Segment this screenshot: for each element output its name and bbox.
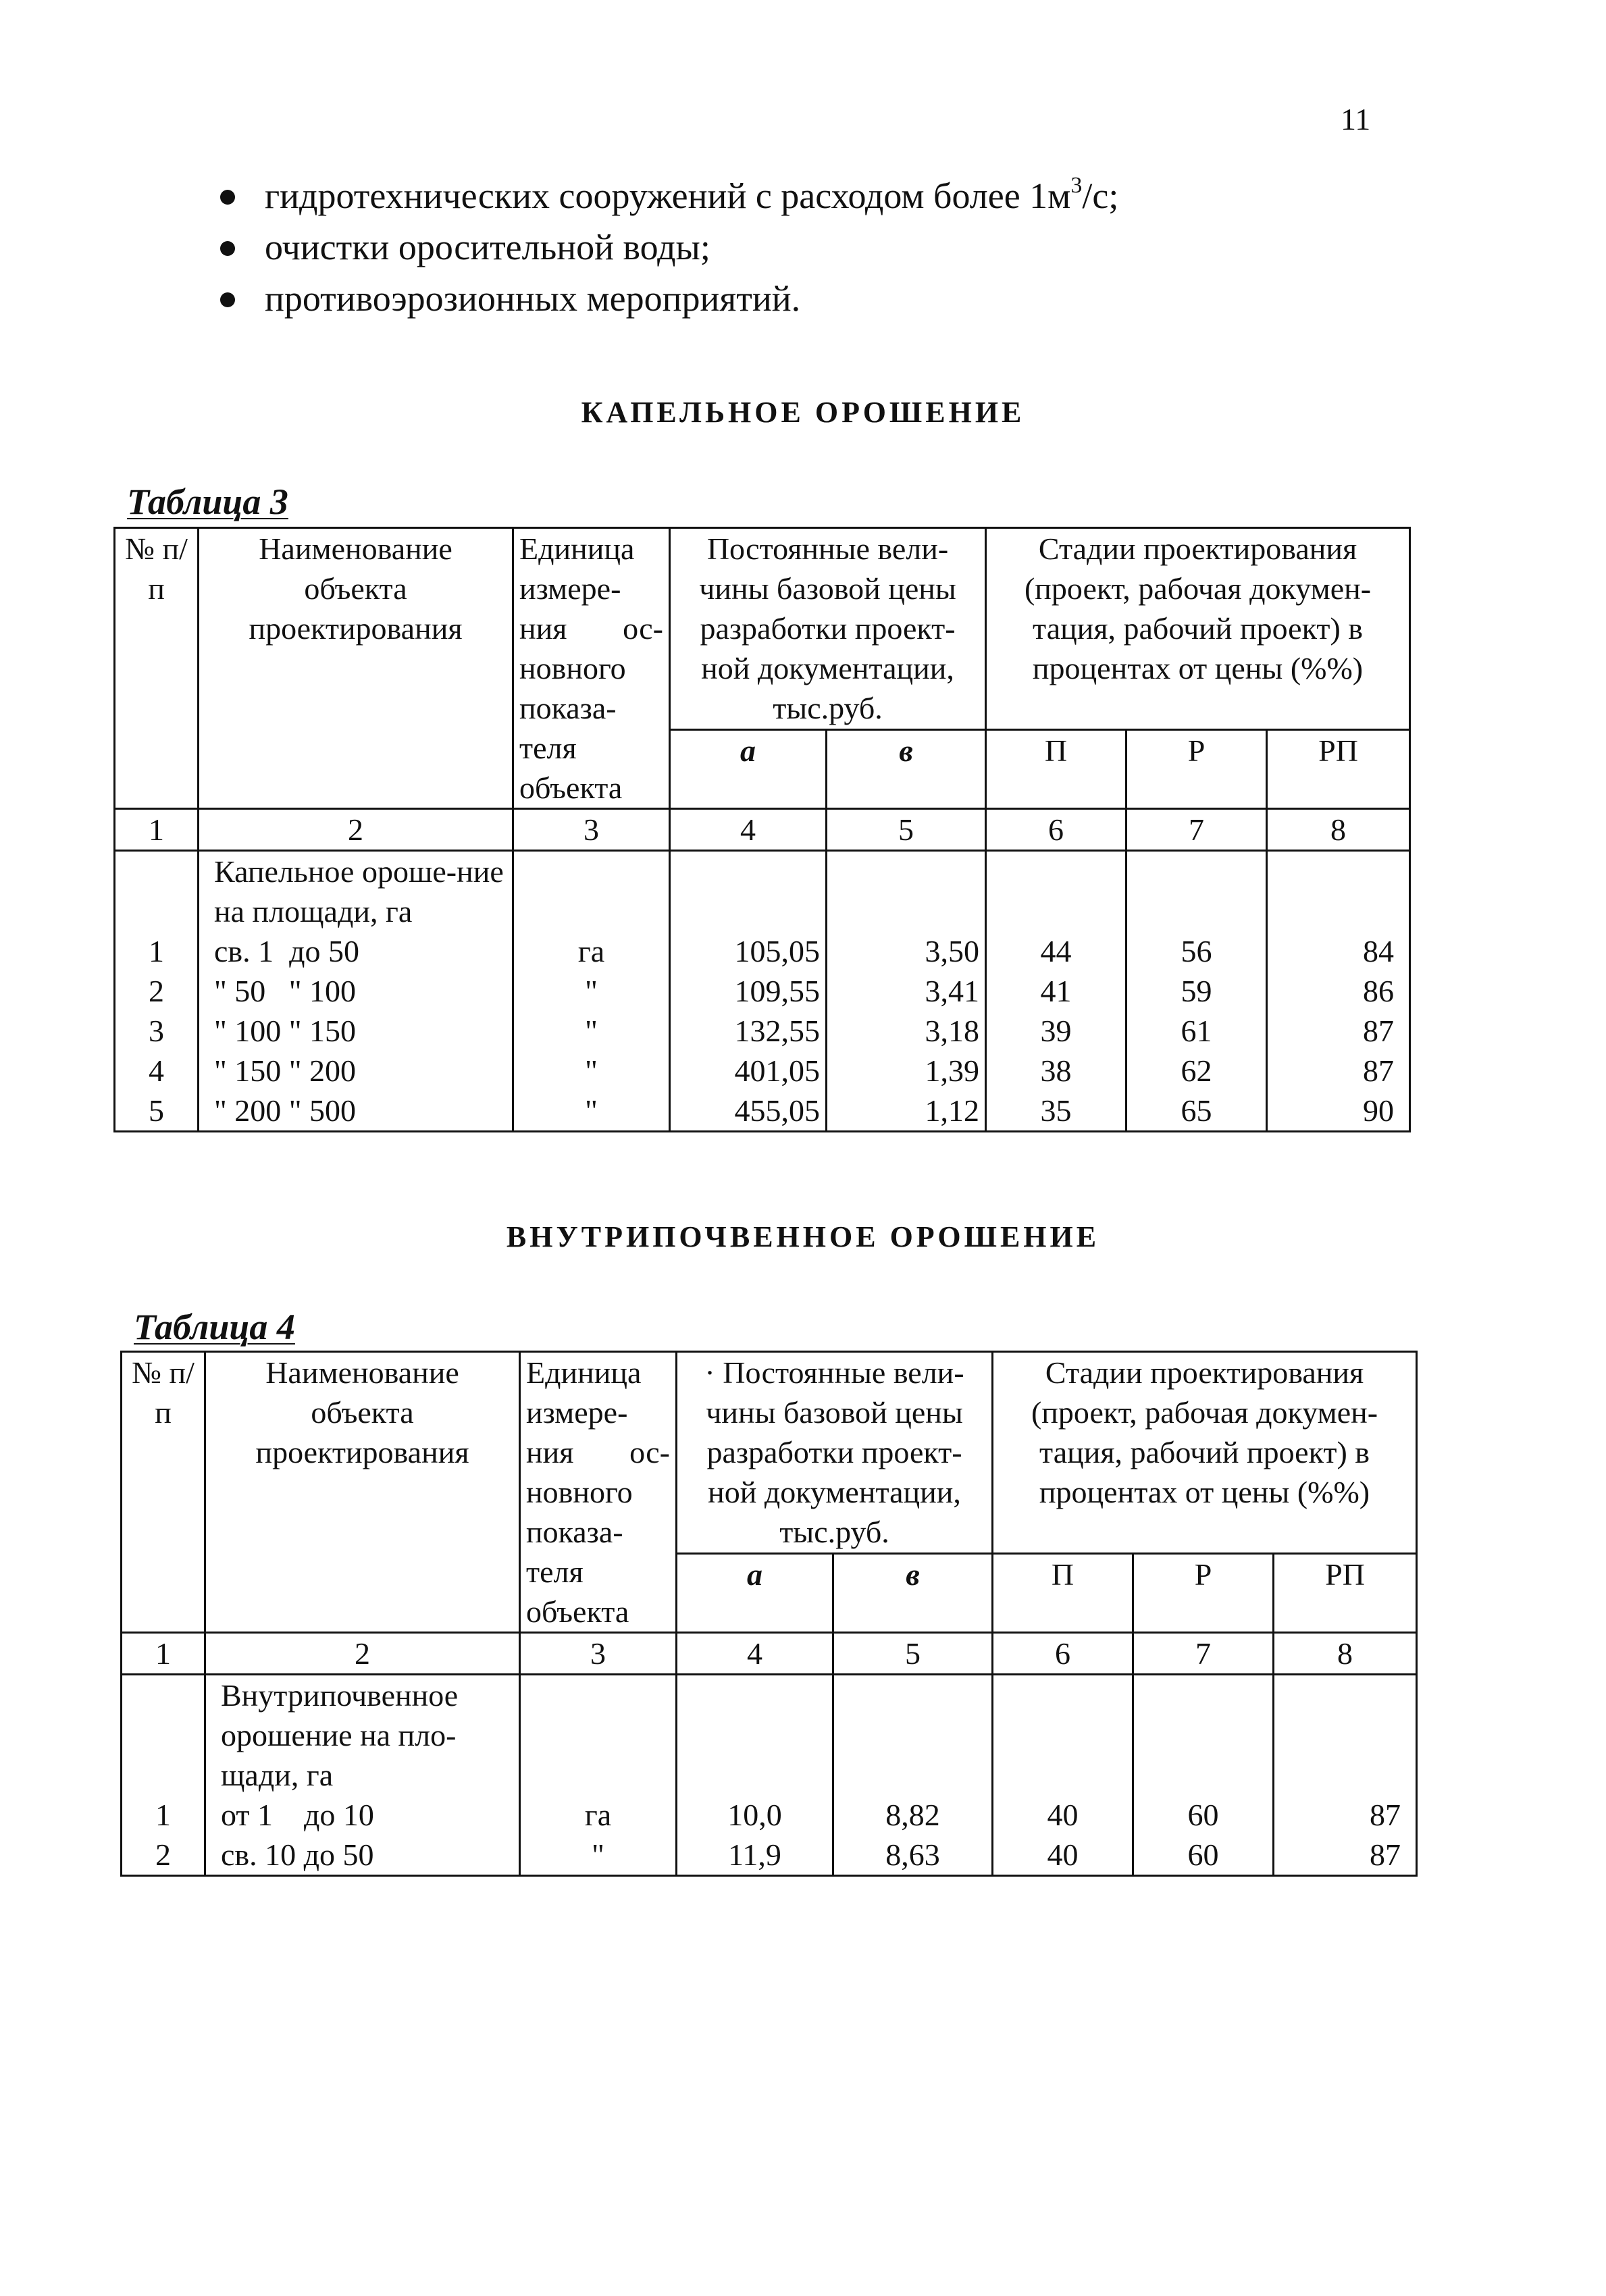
bullet-item: очистки оросительной воды; [216, 221, 1118, 273]
header-constants: Постоянные вели-чины базовой цены разработки проект-ной документации, тыс.руб. [670, 528, 986, 730]
body-r-column [1126, 851, 1267, 1132]
cell-rp: 84 [1363, 934, 1395, 968]
header-b: в [827, 729, 986, 808]
cell-r: 56 [1181, 934, 1212, 968]
cell-rp: 86 [1363, 974, 1395, 1008]
table-body [122, 1675, 1417, 1876]
body-p-column [993, 1675, 1133, 1876]
cell-b: 3,18 [925, 1014, 980, 1048]
cell-name: св. 1 до 50 [214, 934, 360, 968]
col-number: 5 [833, 1633, 993, 1675]
body-rp-column [1267, 851, 1410, 1132]
body-r-column [1133, 1675, 1274, 1876]
col-number: 3 [520, 1633, 677, 1675]
cell-a: 401,05 [734, 1053, 820, 1088]
body-unit-column [513, 851, 670, 1132]
group-title: Внутрипочвенное орошение на пло-щади, га [221, 1678, 459, 1792]
cell-name: от 1 до 10 [221, 1798, 374, 1832]
col-number: 2 [199, 809, 513, 851]
cell-no: 3 [149, 1014, 164, 1048]
cell-rp: 87 [1370, 1837, 1401, 1872]
cell-a: 109,55 [734, 974, 820, 1008]
cell-no: 2 [155, 1837, 171, 1872]
header-name: Наименование объекта проектирования [199, 528, 513, 809]
body-p-column [986, 851, 1126, 1132]
cell-rp: 87 [1363, 1053, 1395, 1088]
cell-r: 59 [1181, 974, 1212, 1008]
cell-p: 35 [1040, 1093, 1072, 1128]
group-title: Капельное ороше-ние на площади, га [214, 854, 504, 929]
header-p: П [993, 1553, 1133, 1632]
col-number: 7 [1126, 809, 1267, 851]
cell-p: 41 [1040, 974, 1072, 1008]
cell-p: 38 [1040, 1053, 1072, 1088]
cell-name: " 100 " 150 [214, 1014, 357, 1048]
cell-a: 10,0 [727, 1798, 782, 1832]
cell-r: 62 [1181, 1053, 1212, 1088]
cell-p: 44 [1040, 934, 1072, 968]
col-number: 4 [670, 809, 827, 851]
col-number: 3 [513, 809, 670, 851]
col-number: 5 [827, 809, 986, 851]
table-3 [113, 527, 1411, 1132]
table-4 [120, 1351, 1418, 1877]
table-caption-3: Таблица 3 [127, 481, 288, 522]
cell-b: 1,12 [925, 1093, 980, 1128]
cell-b: 3,41 [925, 974, 980, 1008]
page-number: 11 [1341, 102, 1371, 136]
header-r: Р [1126, 729, 1267, 808]
col-number: 8 [1274, 1633, 1417, 1675]
bullet-item: гидротехнических сооружений с расходом более $1м^3/с$; [216, 170, 1118, 221]
body-rp-column [1274, 1675, 1417, 1876]
header-a: а [670, 729, 827, 808]
cell-r: 60 [1187, 1837, 1219, 1872]
cell-unit: га [577, 934, 605, 968]
cell-name: " 150 " 200 [214, 1053, 357, 1088]
cell-no: 1 [155, 1798, 171, 1832]
header-stages: Стадии проектирования (проект, рабочая докумен-тация, рабочий проект) в процентах от цены (%%) [993, 1352, 1417, 1554]
col-number: 1 [115, 809, 199, 851]
body-name-column [199, 851, 513, 1132]
cell-rp: 90 [1363, 1093, 1395, 1128]
body-unit-column [520, 1675, 677, 1876]
cell-r: 65 [1181, 1093, 1212, 1128]
cell-b: 8,82 [885, 1798, 940, 1832]
cell-p: 40 [1047, 1837, 1079, 1872]
header-constants: · Постоянные вели-чины базовой цены разработки проект-ной документации, тыс.руб. [677, 1352, 993, 1554]
header-unit: Единица измере-ния ос-новного показа-теля объекта [520, 1352, 677, 1633]
section-heading-drip: КАПЕЛЬНОЕ ОРОШЕНИЕ [581, 396, 1025, 429]
header-p: П [986, 729, 1126, 808]
cell-no: 5 [149, 1093, 164, 1128]
cell-b: 8,63 [885, 1837, 940, 1872]
col-number: 7 [1133, 1633, 1274, 1675]
header-a: а [677, 1553, 833, 1632]
cell-unit: га [584, 1798, 612, 1832]
header-b: в [833, 1553, 993, 1632]
cell-no: 4 [149, 1053, 164, 1088]
header-rp: РП [1274, 1553, 1417, 1632]
cell-b: 3,50 [925, 934, 980, 968]
cell-a: 455,05 [734, 1093, 820, 1128]
cell-rp: 87 [1370, 1798, 1401, 1832]
col-number: 6 [986, 809, 1126, 851]
body-no-column [115, 851, 199, 1132]
table-caption-4: Таблица 4 [134, 1307, 295, 1347]
cell-name: " 50 " 100 [214, 974, 357, 1008]
cell-p: 39 [1040, 1014, 1072, 1048]
header-unit: Единица измере-ния ос-новного показа-теля объекта [513, 528, 670, 809]
cell-r: 61 [1181, 1014, 1212, 1048]
cell-a: 11,9 [728, 1837, 781, 1872]
header-r: Р [1133, 1553, 1274, 1632]
cell-unit: " [585, 1093, 598, 1128]
cell-unit: " [585, 1014, 598, 1048]
bullet-dot-icon [220, 241, 235, 256]
header-rp: РП [1267, 729, 1410, 808]
cell-unit: " [585, 974, 598, 1008]
col-number: 4 [677, 1633, 833, 1675]
header-no: № п/п [122, 1352, 205, 1633]
body-b-column [827, 851, 986, 1132]
cell-a: 105,05 [734, 934, 820, 968]
cell-a: 132,55 [734, 1014, 820, 1048]
cell-p: 40 [1047, 1798, 1079, 1832]
bullet-list [216, 170, 1118, 324]
col-number: 2 [205, 1633, 520, 1675]
cell-r: 60 [1187, 1798, 1219, 1832]
cell-no: 1 [149, 934, 164, 968]
col-number: 6 [993, 1633, 1133, 1675]
body-b-column [833, 1675, 993, 1876]
header-name: Наименование объекта проектирования [205, 1352, 520, 1633]
col-number: 8 [1267, 809, 1410, 851]
body-a-column [670, 851, 827, 1132]
cell-b: 1,39 [925, 1053, 980, 1088]
col-number: 1 [122, 1633, 205, 1675]
bullet-item: противоэрозионных мероприятий. [216, 273, 1118, 324]
body-a-column [677, 1675, 833, 1876]
table-body [115, 851, 1410, 1132]
body-no-column [122, 1675, 205, 1876]
cell-unit: " [592, 1837, 604, 1872]
header-no: № п/п [115, 528, 199, 809]
body-name-column [205, 1675, 520, 1876]
header-stages: Стадии проектирования (проект, рабочая докумен-тация, рабочий проект) в процентах от цены (%%) [986, 528, 1410, 730]
cell-name: " 200 " 500 [214, 1093, 357, 1128]
section-heading-subsurface: ВНУТРИПОЧВЕННОЕ ОРОШЕНИЕ [506, 1220, 1100, 1253]
bullet-dot-icon [220, 292, 235, 307]
cell-name: св. 10 до 50 [221, 1837, 374, 1872]
bullet-dot-icon [220, 190, 235, 205]
cell-unit: " [585, 1053, 598, 1088]
cell-no: 2 [149, 974, 164, 1008]
cell-rp: 87 [1363, 1014, 1395, 1048]
